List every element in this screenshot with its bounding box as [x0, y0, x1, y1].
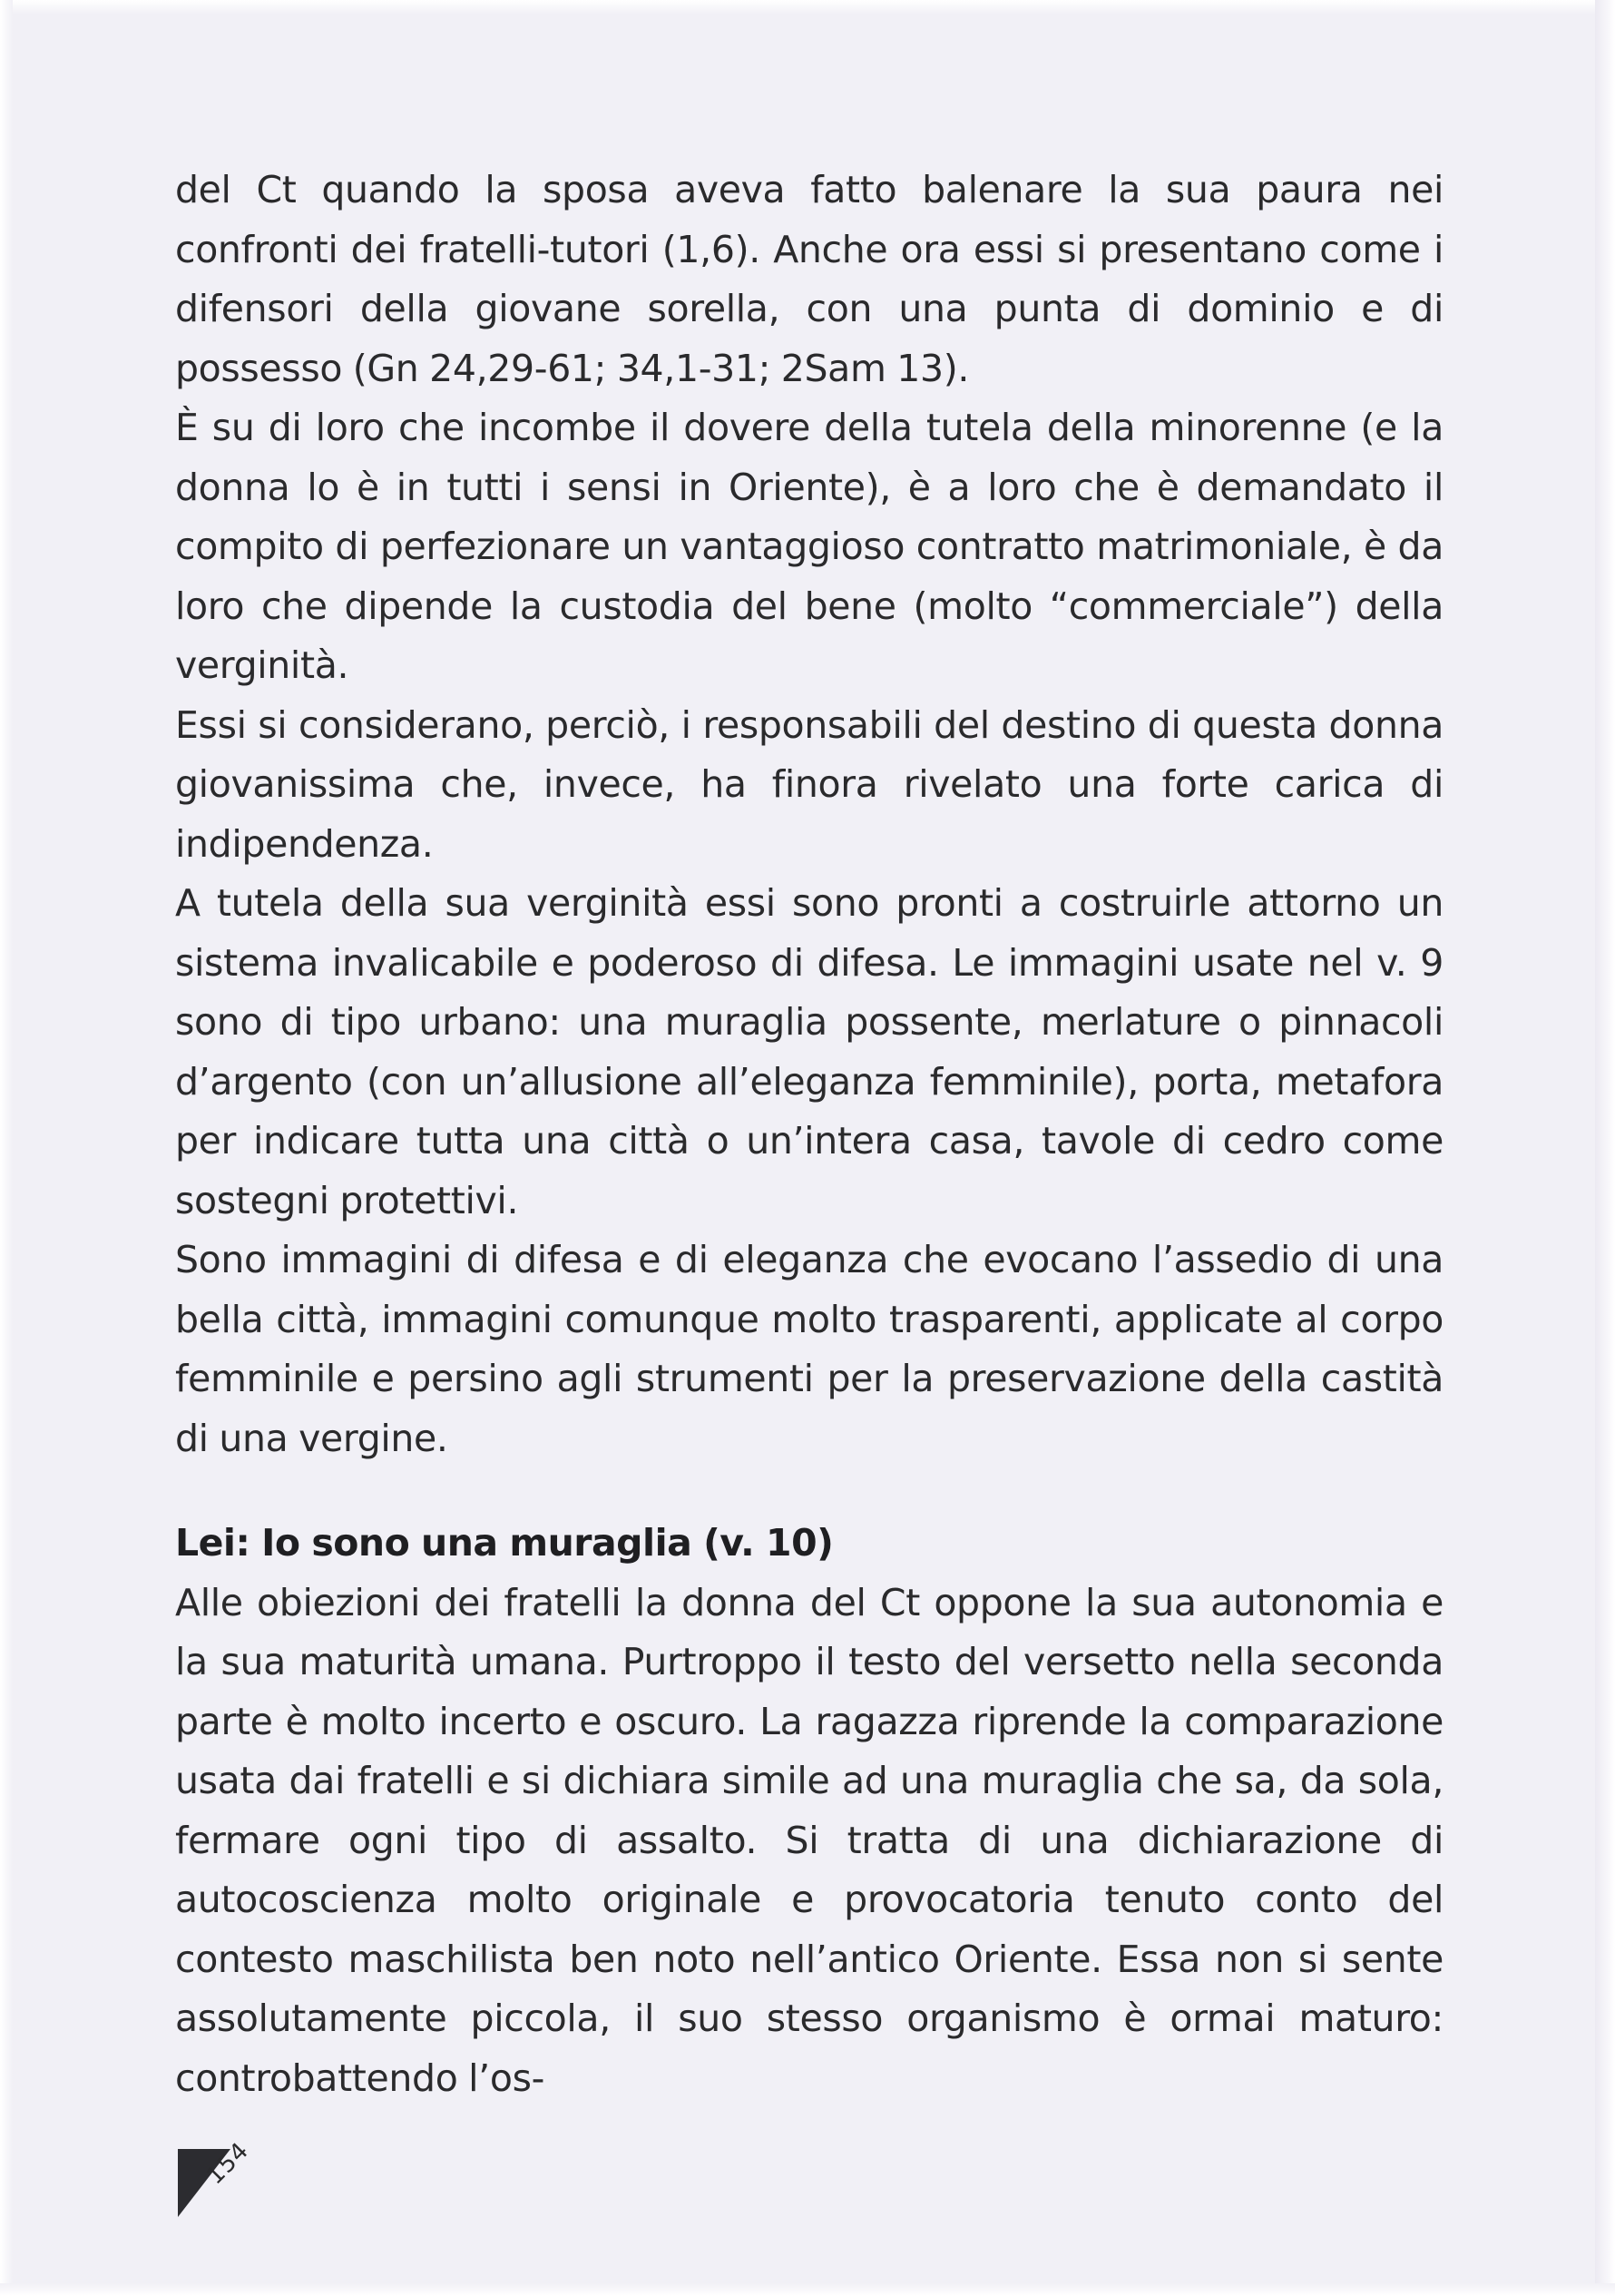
page-edge-top — [0, 0, 1615, 15]
paragraph-4: A tutela della sua verginità essi sono pronti a costruirle attorno un sistema invalicabile e poderoso di difesa. Le immagini usate nel v. 9 sono di tipo urbano: una muraglia possente, merlature o pinnacoli d’argento (con un’allusione all’eleganza femminile), porta, metafora per indicare tutta una città o un’intera casa, tavole di cedro come sostegni protettivi. — [175, 881, 1444, 1222]
paragraph-1: del Ct quando la sposa aveva fatto balenare la sua paura nei confronti dei fratelli-tutori (1,6). Anche ora essi si presentano come i difensori della giovane sorella, con una punta di dominio e di possesso (Gn 24,29-61; 34,1-31; 2Sam 13). — [175, 168, 1444, 390]
section-paragraph: Alle obiezioni dei fratelli la donna del Ct oppone la sua autonomia e la sua maturità umana. Purtroppo il testo del versetto nella seconda parte è molto incerto e oscuro. La ragazza riprende la comparazione usata dai fratelli e si dichiara simile ad una muraglia che sa, da sola, fermare ogni tipo di assalto. Si tratta di una dichiarazione di autocoscienza molto originale e provocatoria tenuto conto del contesto maschilista ben noto nell’antico Oriente. Essa non si sente assolutamente piccola, il suo stesso organismo è ormai maturo: controbattendo l’os- — [175, 1580, 1444, 2100]
body-text — [175, 161, 1444, 2108]
page-number: 154 — [201, 2136, 255, 2191]
paragraph-5: Sono immagini di difesa e di eleganza che evocano l’assedio di una bella città, immagini comunque molto trasparenti, applicate al corpo femminile e persino agli strumenti per la preservazione della castità di una vergine. — [175, 1238, 1444, 1460]
paragraph-3: Essi si considerano, perciò, i responsabili del destino di questa donna giovanissima che, invece, ha finora rivelato una forte carica di indipendenza. — [175, 702, 1444, 866]
section-heading: Lei: Io sono una muraglia (v. 10) — [175, 1521, 834, 1565]
page-edge-left — [0, 0, 13, 2296]
page-edge-right — [1595, 0, 1615, 2296]
page-edge-bottom — [0, 2283, 1615, 2296]
paragraph-2: È su di loro che incombe il dovere della tutela della minorenne (e la donna lo è in tutti i sensi in Oriente), è a loro che è demandato il compito di perfezionare un vantaggioso contratto matrimoniale, è da loro che dipende la custodia del bene (molto “commerciale”) della verginità. — [175, 406, 1444, 687]
